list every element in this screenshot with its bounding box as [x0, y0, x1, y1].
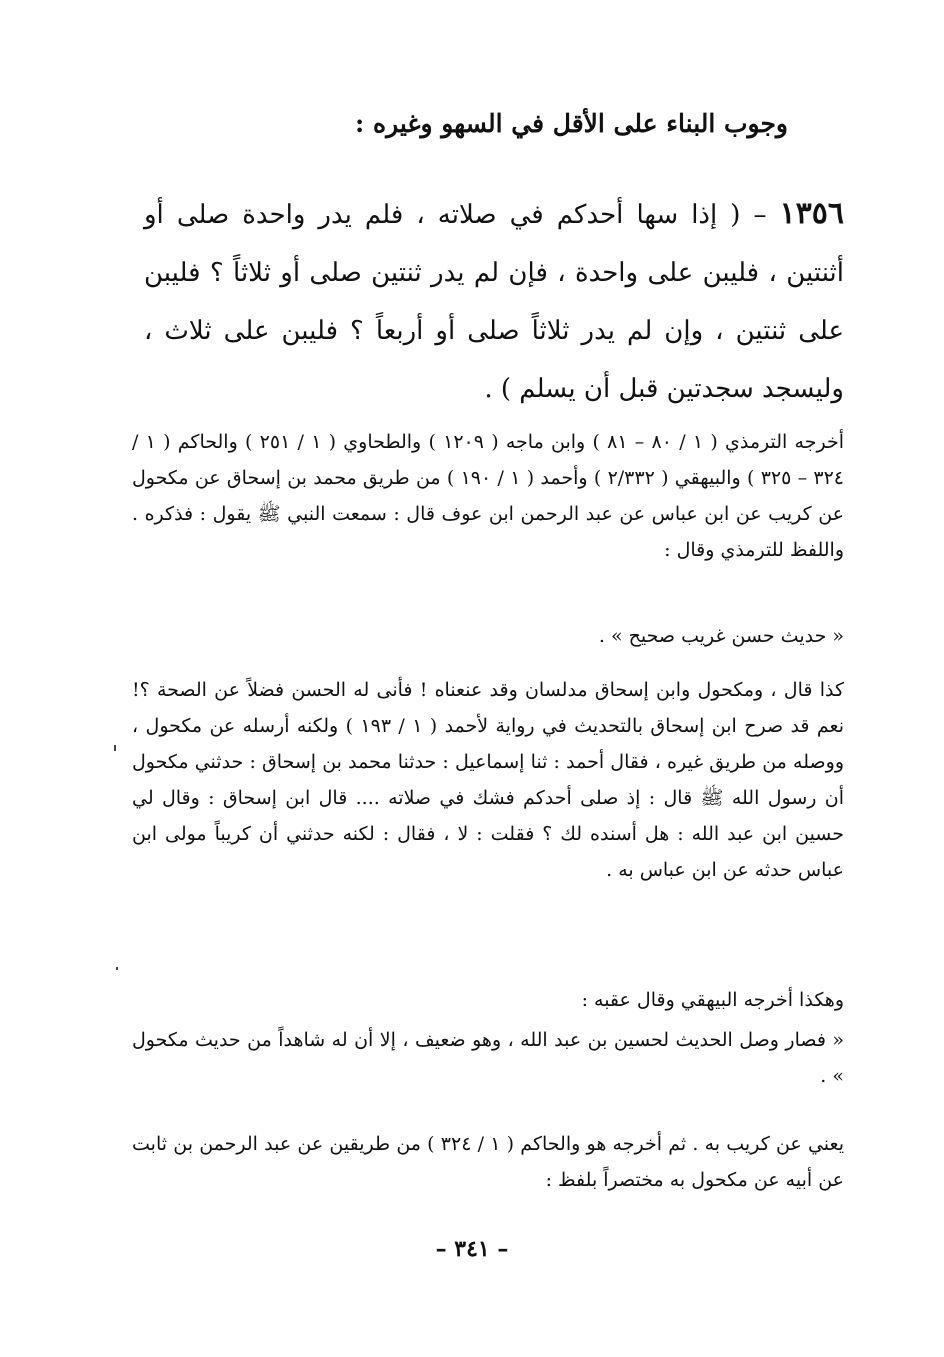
commentary-paragraph: كذا قال ، ومكحول وابن إسحاق مدلسان وقد عنعناه ! فأنى له الحسن فضلاً عن الصحة ؟! نعم قد صرح ابن إسحاق بالتحديث في رواية لأحمد ( ١ / ١٩٣ ) ولكنه أرسله عن مكحول ، ووصله من طريق غيره ، فقال أحمد : ثنا إسماعيل : حدثنا محمد بن إسحاق : حدثني مكحول أن رسول الله ﷺ قال : إذ صلى أحدكم فشك في صلاته .... قال ابن إسحاق : وقال لي حسين ابن عبد الله : هل أسنده لك ؟ فقلت : لا ، فقال : لكنه حدثني أن كريباً مولى ابن عباس حدثه عن ابن عباس به .	[132, 679, 844, 881]
takhrij-paragraph: أخرجه الترمذي ( ١ / ٨٠ – ٨١ ) وابن ماجه ( ١٢٠٩ ) والطحاوي ( ١ / ٢٥١ ) والحاكم ( ١ / ٣٢٤ – ٣٢٥ ) والبيهقي ( ٢/٣٣٢ ) وأحمد ( ١ / ١٩٠ ) من طريق محمد بن إسحاق عن مكحول عن كريب عن ابن عباس عن عبد الرحمن ابن عوف قال : سمعت النبي ﷺ يقول : فذكره . واللفظ للترمذي وقال :	[132, 431, 845, 561]
hadith-text-block	[144, 185, 844, 418]
final-paragraph: يعني عن كريب به . ثم أخرجه هو والحاكم ( ١ / ٣٢٤ ) من طريقين عن عبد الرحمن بن ثابت عن أبيه عن مكحول به مختصراً بلفظ :	[132, 1133, 844, 1191]
section-heading: وجوب البناء على الأقل في السهو وغيره :	[355, 109, 788, 138]
bayhaqi-quote: « فصار وصل الحديث لحسين بن عبد الله ، وهو ضعيف ، إلا أن له شاهداً من حديث مكحول » .	[132, 1029, 845, 1087]
bayhaqi-intro-line: وهكذا أخرجه البيهقي وقال عقبه :	[581, 989, 844, 1011]
hadith-number: ١٣٥٦	[779, 196, 844, 231]
hadith-text: – ( إذا سها أحدكم في صلاته ، فلم يدر واحدة صلى أو أثنتين ، فليبن على واحدة ، فإن لم يدر ثنتين صلى أو ثلاثاً ؟ فليبن على ثنتين ، وإن لم يدر ثلاثاً صلى أو أربعاً ؟ فليبن على ثلاث ، وليسجد سجدتين قبل أن يسلم ) .	[144, 200, 844, 404]
margin-mark	[116, 967, 118, 970]
page-number: – ٣٤١ –	[435, 1236, 509, 1262]
margin-mark	[114, 745, 116, 751]
tirmidhi-grading-quote: « حديث حسن غريب صحيح » .	[598, 625, 844, 647]
